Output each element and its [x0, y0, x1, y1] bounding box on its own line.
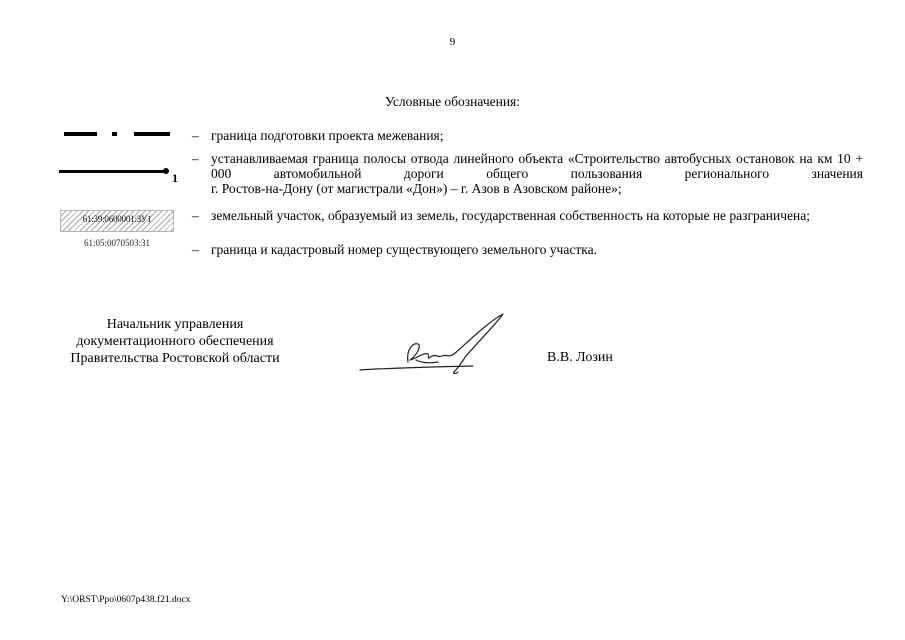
legend-item-4-text: граница и кадастровый номер существующего земельного участка. [211, 242, 597, 257]
new-plot-number: 61:39:0600001:ЗУ1 [82, 214, 152, 224]
legend-dash: – [192, 208, 199, 223]
legend-dash: – [192, 151, 199, 166]
legend-item-3-text: земельный участок, образуемый из земель, государственная собственность на которые не разграничена; [211, 208, 810, 223]
legend-dash: – [192, 242, 199, 257]
signatory-title [50, 316, 300, 367]
boundary-point-icon [163, 168, 169, 174]
legend-item-1-text: граница подготовки проекта межевания; [211, 128, 444, 143]
right-of-way-boundary-symbol [59, 164, 184, 184]
signatory-title-line-2: документационного обеспечения [76, 334, 274, 349]
legend-title: Условные обозначения: [384, 94, 521, 109]
dash-dot-boundary-symbol [64, 130, 170, 142]
handwritten-signature [358, 312, 518, 377]
signatory-title-line-3: Правительства Ростовской области [70, 351, 280, 366]
signatory-name: В.В. Лозин [547, 350, 613, 365]
boundary-point-number: 1 [172, 171, 178, 185]
file-path-footer: Y:\ORST\Ppo\0607p438.f21.docx [61, 595, 191, 605]
boundary-line [59, 170, 166, 173]
cadastral-number-symbol: 61:05:0070503:31 [83, 238, 150, 248]
legend-item-2-text: устанавливаемая граница полосы отвода линейного объекта «Строительство автобусных остановок на км 10 + 000 автомобильной дороги общего пользования регионального значения [211, 151, 863, 181]
page-number: 9 [449, 36, 456, 48]
signatory-title-line-1: Начальник управления [106, 317, 244, 332]
legend-item-2-text-cont: г. Ростов-на-Дону (от магистрали «Дон») – г. Азов в Азовском районе»; [211, 181, 622, 196]
new-plot-symbol [60, 210, 174, 232]
legend-dash: – [192, 128, 199, 143]
